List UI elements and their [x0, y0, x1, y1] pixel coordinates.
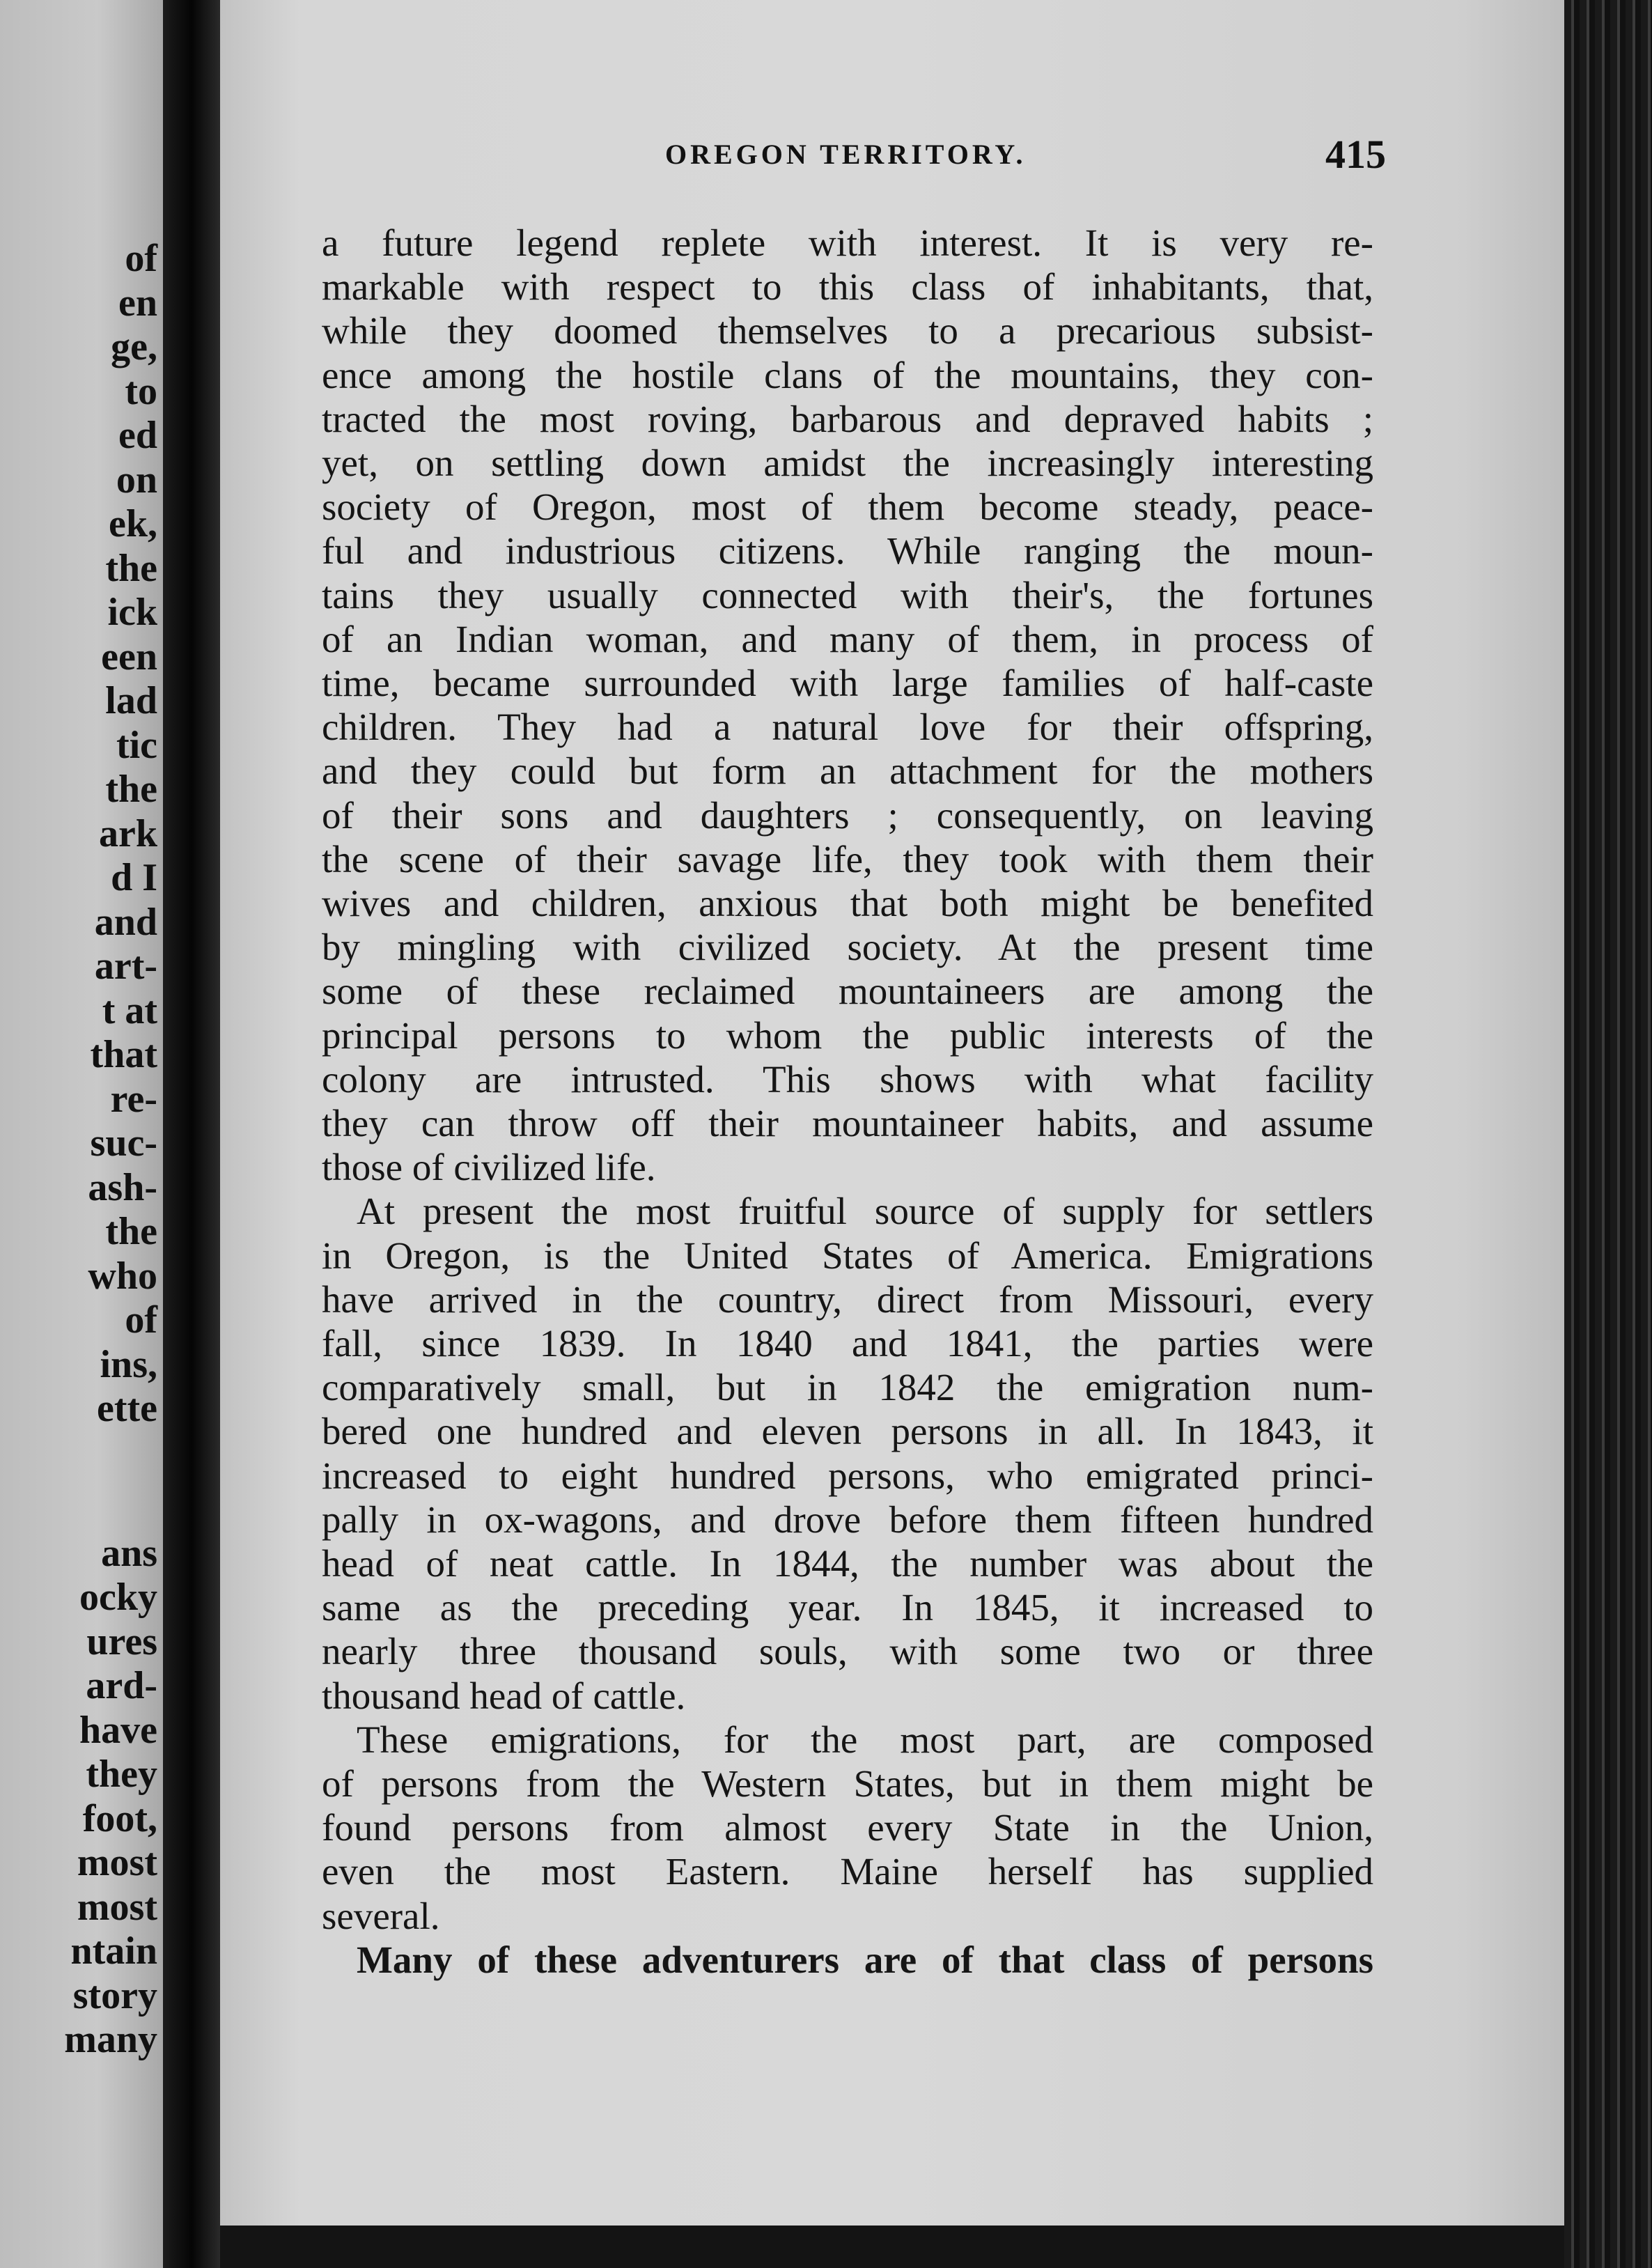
text-line: children. They had a natural love for their offspring, — [322, 706, 1373, 749]
left-page-fragment: tic — [116, 723, 157, 767]
text-line: tains they usually connected with their's, the fortunes — [322, 573, 1373, 616]
text-line: ful and industrious citizens. While ranging the moun- — [322, 529, 1373, 573]
left-page-fragment: t at — [102, 988, 157, 1032]
book-gutter — [163, 0, 220, 2268]
text-line: some of these reclaimed mountaineers are among the — [322, 970, 1373, 1013]
bottom-edge — [220, 2226, 1564, 2268]
text-line: nearly three thousand souls, with some two or three — [322, 1630, 1373, 1673]
left-page-fragment: that — [90, 1033, 157, 1076]
text-line: head of neat cattle. In 1844, the number was about the — [322, 1542, 1373, 1585]
left-page-fragment: een — [101, 635, 157, 678]
left-page-fragment: most — [77, 1885, 157, 1929]
left-page — [0, 0, 163, 2268]
text-line: by mingling with civilized society. At the present time — [322, 926, 1373, 969]
left-page-fragment: foot, — [82, 1796, 157, 1840]
left-page-fragment: ge, — [111, 325, 157, 368]
text-line: colony are intrusted. This shows with what facility — [322, 1057, 1373, 1101]
left-page-fragment: ark — [99, 811, 157, 855]
left-page-fragment: ed — [118, 414, 157, 457]
left-page-fragment: ek, — [109, 502, 157, 545]
left-page-fragment: ette — [96, 1387, 157, 1430]
left-page-fragment: lad — [105, 679, 157, 722]
text-line: wives and children, anxious that both might be benefited — [322, 882, 1373, 924]
left-page-fragment: ins, — [100, 1342, 157, 1386]
text-line: Many of these adventurers are of that class of persons — [357, 1938, 1373, 1981]
text-line: of persons from the Western States, but in them might be — [322, 1762, 1373, 1805]
left-page-fragment: they — [86, 1753, 157, 1796]
text-line: several. — [322, 1894, 440, 1937]
text-line: found persons from almost every State in the Union, — [322, 1806, 1373, 1849]
text-line: in Oregon, is the United States of America. Emigrations — [322, 1234, 1373, 1277]
left-page-fragment: suc- — [90, 1121, 157, 1165]
left-page-fragment: the — [105, 768, 157, 811]
text-line: markable with respect to this class of inhabitants, that, — [322, 265, 1373, 309]
left-page-fragment: of — [125, 1298, 157, 1342]
text-line: comparatively small, but in 1842 the emigration num- — [322, 1366, 1373, 1409]
text-line: At present the most fruitful source of supply for settlers — [357, 1190, 1373, 1233]
text-line: bered one hundred and eleven persons in all. In 1843, it — [322, 1410, 1373, 1453]
text-line: tracted the most roving, barbarous and depraved habits ; — [322, 397, 1373, 440]
left-page-fragment: ash- — [88, 1165, 157, 1209]
text-line: and they could but form an attachment for the mothers — [322, 749, 1373, 793]
text-line: society of Oregon, most of them become steady, peace- — [322, 486, 1373, 529]
text-line: increased to eight hundred persons, who emigrated princi- — [322, 1454, 1373, 1497]
left-page-fragment: to — [125, 369, 157, 413]
left-page-fragment: ans — [101, 1531, 157, 1575]
text-line: pally in ox-wagons, and drove before them fifteen hundred — [322, 1498, 1373, 1541]
left-page-fragment: ures — [86, 1620, 157, 1663]
left-page-fragment: ocky — [79, 1576, 157, 1619]
page-header — [648, 132, 1386, 194]
text-line: those of civilized life. — [322, 1146, 656, 1189]
left-page-fragment: of — [125, 237, 157, 280]
text-line: they can throw off their mountaineer habits, and assume — [322, 1102, 1373, 1144]
left-page-fragment: story — [72, 1973, 157, 2017]
running-title: OREGON TERRITORY. — [665, 139, 1027, 170]
text-line: time, became surrounded with large families of half-caste — [322, 662, 1373, 704]
left-page-fragment: art- — [94, 945, 157, 988]
text-line: fall, since 1839. In 1840 and 1841, the parties were — [322, 1322, 1373, 1365]
text-line: thousand head of cattle. — [322, 1674, 686, 1717]
left-page-fragment: who — [88, 1254, 157, 1298]
text-line: have arrived in the country, direct from Missouri, every — [322, 1277, 1373, 1321]
text-line: yet, on settling down amidst the increasingly interesting — [322, 442, 1373, 484]
left-page-fragment: on — [116, 458, 157, 502]
left-page-fragment: ard- — [86, 1664, 157, 1707]
text-line: a future legend replete with interest. It is very re- — [322, 222, 1373, 264]
left-page-fragment: ick — [107, 591, 157, 634]
text-line: These emigrations, for the most part, are composed — [357, 1718, 1373, 1761]
text-line: same as the preceding year. In 1845, it increased to — [322, 1586, 1373, 1629]
text-line: of an Indian woman, and many of them, in process of — [322, 617, 1373, 660]
text-line: of their sons and daughters ; consequently, on leaving — [322, 793, 1373, 837]
left-page-fragment: re- — [110, 1077, 157, 1121]
left-page-fragment: the — [105, 1210, 157, 1253]
left-page-fragment: and — [94, 900, 157, 944]
text-line: ence among the hostile clans of the mountains, they con- — [322, 353, 1373, 396]
text-line: while they doomed themselves to a precarious subsist- — [322, 309, 1373, 352]
page-number: 415 — [1325, 132, 1386, 177]
text-line: even the most Eastern. Maine herself has supplied — [322, 1850, 1373, 1893]
left-page-fragment: d I — [111, 856, 157, 899]
left-page-fragment: the — [105, 546, 157, 590]
left-page-fragment: ntain — [70, 1929, 157, 1973]
page-edges — [1564, 0, 1652, 2268]
left-page-fragment: en — [118, 281, 157, 325]
left-page-fragment: have — [79, 1708, 157, 1752]
text-line: the scene of their savage life, they took with them their — [322, 837, 1373, 880]
text-line: principal persons to whom the public interests of the — [322, 1013, 1373, 1057]
left-page-fragment: most — [77, 1841, 157, 1884]
left-page-fragment: many — [64, 2018, 157, 2061]
